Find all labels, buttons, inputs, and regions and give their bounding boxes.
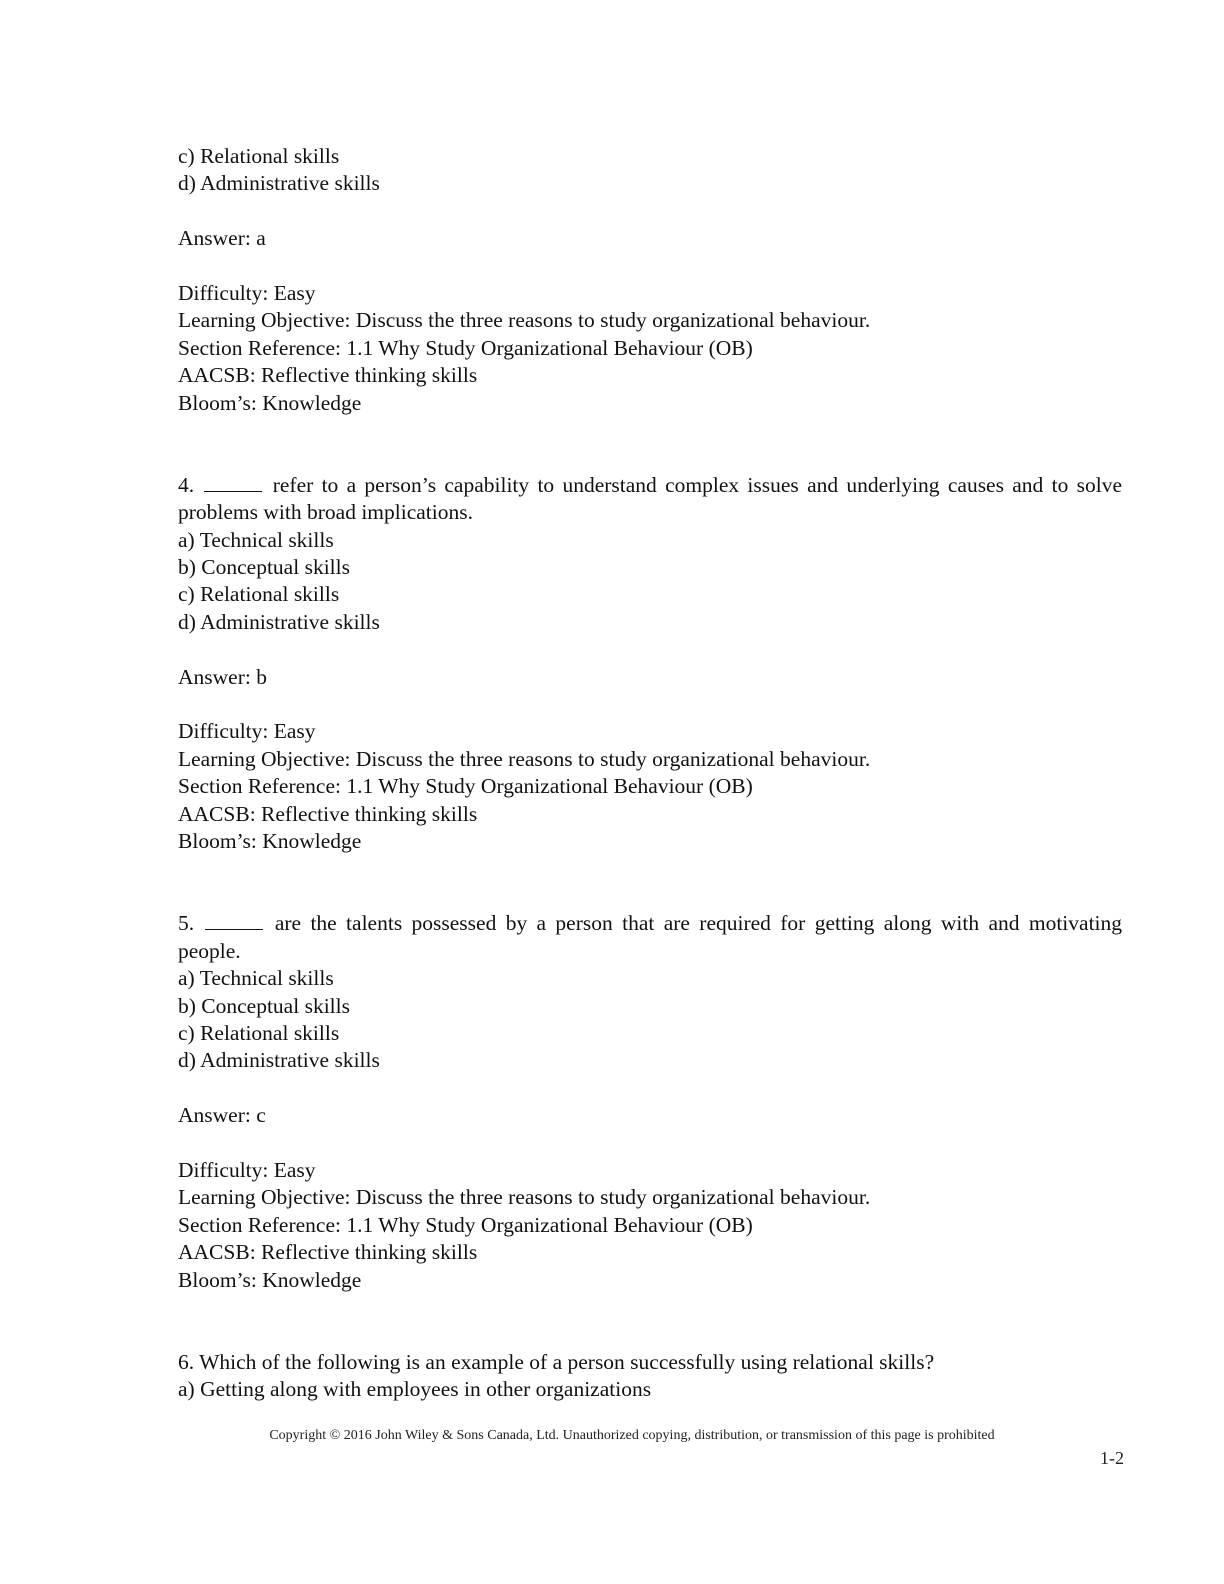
page-number: 1-2: [1100, 1448, 1124, 1468]
option-a: a) Getting along with employees in other organizations: [178, 1377, 652, 1402]
fill-in-blank: [204, 474, 262, 492]
learning-objective-line: Learning Objective: Discuss the three reasons to study organizational behaviour.: [178, 1185, 871, 1210]
question-4-text: refer to a person’s capability to understand complex issues and underlying causes and to solve problems with broad implications.: [178, 472, 1122, 525]
section-reference-line: Section Reference: 1.1 Why Study Organizational Behaviour (OB): [178, 335, 753, 360]
option-d: d) Administrative skills: [178, 1048, 380, 1073]
question-5: [178, 910, 1122, 1294]
question-4-stem: [178, 472, 1122, 527]
question-6: [178, 1349, 1122, 1404]
option-d: d) Administrative skills: [178, 609, 380, 634]
option-a: a) Technical skills: [178, 966, 334, 991]
section-reference-line: Section Reference: 1.1 Why Study Organizational Behaviour (OB): [178, 1212, 753, 1237]
aacsb-line: AACSB: Reflective thinking skills: [178, 363, 478, 388]
blooms-line: Bloom’s: Knowledge: [178, 829, 362, 854]
question-5-stem: [178, 910, 1122, 965]
question-5-text: are the talents possessed by a person that are required for getting along with and motivating people.: [178, 911, 1123, 963]
question-5-number: 5.: [178, 911, 195, 936]
option-b: b) Conceptual skills: [178, 993, 350, 1018]
option-c: c) Relational skills: [178, 582, 340, 607]
option-c: c) Relational skills: [178, 1020, 340, 1045]
copyright-text: Copyright © 2016 John Wiley & Sons Canada, Ltd. Unauthorized copying, distribution, or transmission of this page is prohibited: [269, 1428, 995, 1443]
blooms-line: Bloom’s: Knowledge: [178, 1267, 362, 1292]
fill-in-blank: [205, 912, 263, 930]
difficulty-line: Difficulty: Easy: [178, 719, 316, 744]
option-a: a) Technical skills: [178, 527, 334, 552]
question-4-number: 4.: [178, 472, 195, 497]
option-c: c) Relational skills: [178, 144, 340, 168]
answer-line: Answer: c: [178, 1103, 266, 1128]
option-b: b) Conceptual skills: [178, 555, 350, 580]
answer-line: Answer: b: [178, 664, 267, 689]
question-3-continued: [178, 143, 1122, 417]
learning-objective-line: Learning Objective: Discuss the three reasons to study organizational behaviour.: [178, 308, 871, 333]
difficulty-line: Difficulty: Easy: [178, 281, 316, 305]
option-d: d) Administrative skills: [178, 171, 380, 196]
difficulty-line: Difficulty: Easy: [178, 1157, 316, 1182]
page-content: [178, 143, 1122, 1404]
learning-objective-line: Learning Objective: Discuss the three reasons to study organizational behaviour.: [178, 746, 871, 771]
blooms-line: Bloom’s: Knowledge: [178, 390, 362, 415]
section-reference-line: Section Reference: 1.1 Why Study Organizational Behaviour (OB): [178, 774, 753, 799]
aacsb-line: AACSB: Reflective thinking skills: [178, 801, 478, 826]
aacsb-line: AACSB: Reflective thinking skills: [178, 1240, 478, 1265]
question-4: [178, 472, 1122, 856]
copyright-footer: [0, 1428, 1224, 1444]
answer-line: Answer: a: [178, 226, 266, 251]
question-6-stem: 6. Which of the following is an example of a person successfully using relational skills?: [178, 1349, 935, 1374]
